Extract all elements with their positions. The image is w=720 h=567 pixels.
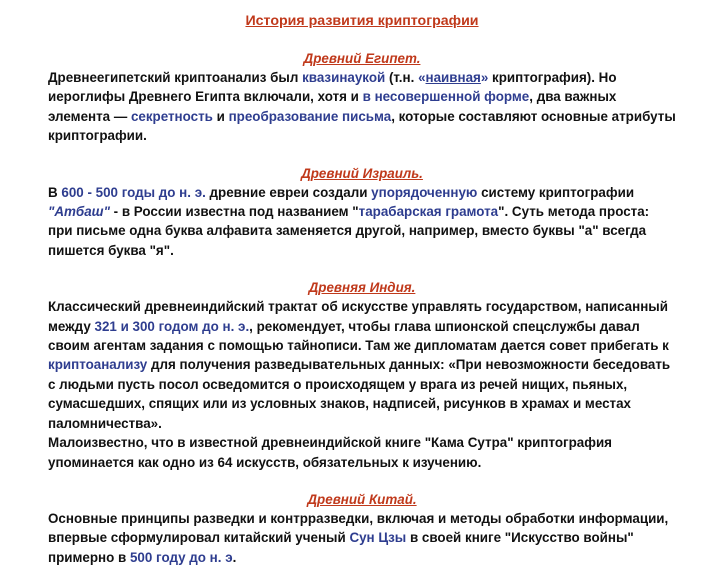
- text-run: в своей книге "Искусство войны" примерно в: [48, 530, 634, 565]
- text-run: Основные принципы разведки и контрразведки, включая и методы обработки информации, впервые сформулировал китайский ученый: [48, 510, 669, 546]
- highlighted-term: »: [480, 70, 489, 85]
- text-run: Классический древнеиндийский трактат об искусстве управлять государством, написанный между: [48, 299, 668, 334]
- text-run: (т.н.: [385, 70, 419, 85]
- highlighted-term: 500 году до н. э: [129, 549, 233, 565]
- sections-container: [48, 50, 676, 567]
- paragraph: [48, 68, 676, 146]
- text-run: , два важных элемента —: [48, 89, 617, 124]
- section-spacer: [48, 146, 676, 165]
- text-run: - в России известна под названием ": [109, 204, 359, 220]
- highlighted-term: 600 - 500 годы до н. э.: [61, 184, 206, 200]
- section: [48, 491, 676, 567]
- paragraph: [48, 297, 676, 433]
- text-run: В: [48, 184, 62, 200]
- highlighted-term: наивная: [425, 70, 481, 85]
- section-spacer: [48, 472, 676, 491]
- highlighted-term: тарабарская грамота: [358, 204, 499, 220]
- text-run: , рекомендует, чтобы глава шпионской спецслужбы давал своим агентам задания с помощью тайнописи. Там же дипломатам дается совет прибегать к: [48, 318, 669, 354]
- highlighted-term: «: [418, 70, 426, 85]
- section: [48, 50, 676, 165]
- highlighted-term: секретность: [130, 108, 213, 124]
- highlighted-term: упорядоченную: [371, 184, 478, 200]
- paragraph: [48, 509, 676, 567]
- highlighted-term: криптоанализу: [48, 357, 148, 373]
- highlighted-term: квазинаукой: [302, 70, 386, 85]
- section-heading: Древний Израиль.: [301, 165, 423, 181]
- page-title: История развития криптографии: [245, 13, 479, 29]
- text-run: для получения разведывательных данных: «При невозможности беседовать с людьми пусть посол осведомится о происходящем у врага из речей нищих, пьяных, сумасшедших, спящих или из условных знаков, надписей, рисунков в храмах и местах паломничества».: [48, 357, 671, 431]
- highlighted-term: преобразование письма: [228, 108, 392, 124]
- highlighted-term: Сун Цзы: [349, 530, 407, 546]
- section: [48, 279, 676, 491]
- text-run: древние евреи создали: [205, 184, 372, 200]
- text-run: Древнеегипетский криптоанализ был: [48, 70, 303, 85]
- highlighted-term: 321 и 300 годом до н. э.: [94, 318, 250, 334]
- section: [48, 165, 676, 280]
- text-run: , которые составляют основные атрибуты криптографии.: [48, 108, 676, 144]
- text-run: криптография). Но иероглифы Древнего Египта включали, хотя и: [48, 70, 617, 105]
- section-spacer: [48, 260, 676, 279]
- highlighted-term: в несовершенной форме: [362, 89, 530, 105]
- text-run: Малоизвестно, что в известной древнеиндийской книге "Кама Сутра" криптография упоминается как одно из 64 искусств, обязательных к изучению.: [48, 435, 612, 470]
- paragraph: [48, 433, 676, 472]
- section-heading: Древний Китай.: [307, 491, 417, 507]
- text-run: ". Суть метода проста: при письме одна буква алфавита заменяется другой, например, вместо буквы "а" всегда пишется буква "я".: [48, 204, 650, 258]
- text-run: и: [212, 108, 229, 124]
- text-run: систему криптографии: [477, 184, 635, 200]
- highlighted-term: "Атбаш": [48, 204, 110, 220]
- section-heading: Древняя Индия.: [308, 280, 416, 296]
- paragraph: [48, 183, 676, 261]
- text-run: .: [232, 549, 237, 565]
- section-heading: Древний Египет.: [303, 51, 421, 66]
